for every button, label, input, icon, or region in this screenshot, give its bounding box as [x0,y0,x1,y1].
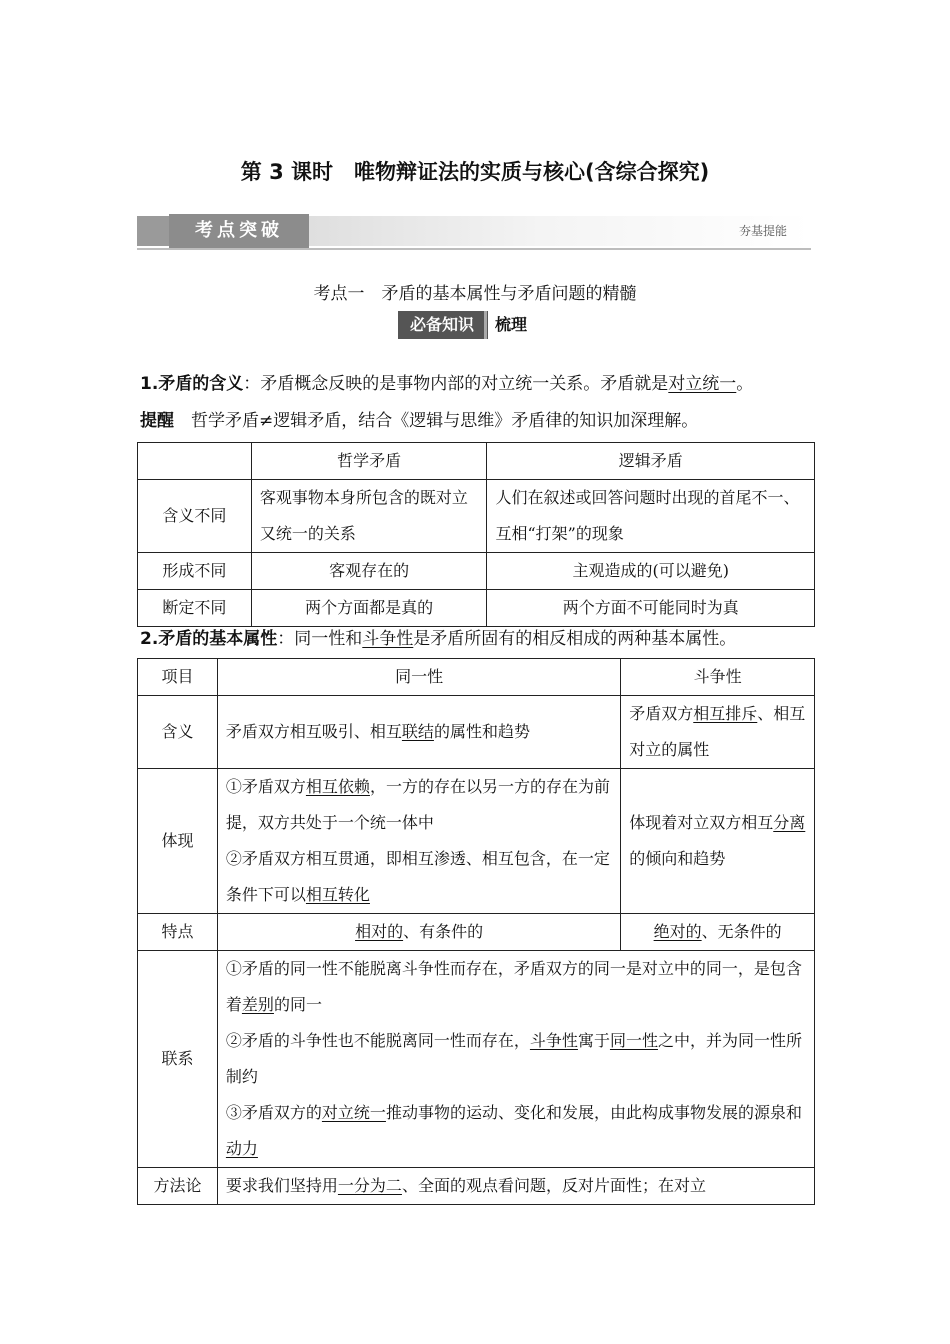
table-cell: 含义 [138,696,218,769]
table-row [138,443,815,480]
section-banner [137,214,811,250]
table-contradiction-attributes [137,658,815,1205]
table-cell: ①矛盾双方相互依赖，一方的存在以另一方的存在为前提，双方共处于一个统一体中 ②矛盾双方相互贯通，即相互渗透、相互包含，在一定条件下可以相互转化 [217,769,620,914]
table-cell: 联系 [138,951,218,1168]
table-cell: 方法论 [138,1168,218,1205]
table-row [138,553,815,590]
table-cell: 体现 [138,769,218,914]
table-row [138,1168,815,1205]
section-pill [398,311,527,339]
tip-paragraph [140,410,820,432]
table-cell: 含义不同 [138,480,252,553]
paragraph-2 [140,628,840,650]
table-cell: 特点 [138,914,218,951]
p2-label: 2.矛盾的基本属性 [140,629,278,649]
table-cell: 绝对的、无条件的 [621,914,815,951]
table-row [138,480,815,553]
tip-label: 提醒 [140,411,174,431]
table-cell: 客观事物本身所包含的既对立又统一的关系 [251,480,487,553]
table-row [138,590,815,627]
tip-text: 哲学矛盾≠逻辑矛盾，结合《逻辑与思维》矛盾律的知识加深理解。 [174,411,699,431]
paragraph-1 [140,373,820,395]
table-header-cell: 同一性 [217,659,620,696]
table-row [138,951,815,1168]
p2-end: 是矛盾所固有的相反相成的两种基本属性。 [413,629,737,649]
table-row [138,659,815,696]
p2-text: ：同一性和 [277,629,363,649]
p1-text: ：矛盾概念反映的是事物内部的对立统一关系。矛盾就是 [243,374,669,394]
table-row [138,769,815,914]
table-cell: 体现着对立双方相互分离的倾向和趋势 [621,769,815,914]
banner-divider [137,248,811,250]
table-cell: 矛盾双方相互吸引、相互联结的属性和趋势 [217,696,620,769]
table-cell: 两个方面不可能同时为真 [487,590,815,627]
table-cell: 断定不同 [138,590,252,627]
page-title: 第 3 课时 唯物辩证法的实质与核心(含综合探究) [240,160,710,184]
p2-answer: 斗争性 [362,629,414,649]
table-header-cell: 哲学矛盾 [251,443,487,480]
p1-end: 。 [736,374,754,394]
table-cell: 相对的、有条件的 [217,914,620,951]
table-cell: ①矛盾的同一性不能脱离斗争性而存在，矛盾双方的同一是对立中的同一，是包含着差别的同一 ②矛盾的斗争性也不能脱离同一性而存在，斗争性寓于同一性之中，并为同一性所制约 ③矛盾双方的对立统一推动事物的运动、变化和发展，由此构成事物发展的源泉和动力 [217,951,814,1168]
banner-tab: 考点突破 [169,214,309,248]
table-row [138,914,815,951]
table-cell: 主观造成的(可以避免) [487,553,815,590]
table-header-cell: 逻辑矛盾 [487,443,815,480]
table-header-cell: 项目 [138,659,218,696]
p1-label: 1.矛盾的含义 [140,374,244,394]
table-cell: 客观存在的 [251,553,487,590]
pill-label-required: 必备知识 [398,311,488,339]
table-cell: 形成不同 [138,553,252,590]
p1-answer: 对立统一 [668,374,737,394]
pill-label-review: 梳理 [484,311,527,339]
table-cell: 矛盾双方相互排斥、相互对立的属性 [621,696,815,769]
table-contradiction-types [137,442,815,627]
table-row [138,696,815,769]
kaodian-heading: 考点一 矛盾的基本属性与矛盾问题的精髓 [313,284,637,304]
table-cell: 人们在叙述或回答问题时出现的首尾不一、互相“打架”的现象 [487,480,815,553]
table-cell: 两个方面都是真的 [251,590,487,627]
table-header-cell: 斗争性 [621,659,815,696]
table-cell: 要求我们坚持用一分为二、全面的观点看问题，反对片面性；在对立 [217,1168,814,1205]
banner-left-block [137,216,169,246]
table-header-cell [138,443,252,480]
banner-right-label: 夯基提能 [738,224,787,238]
